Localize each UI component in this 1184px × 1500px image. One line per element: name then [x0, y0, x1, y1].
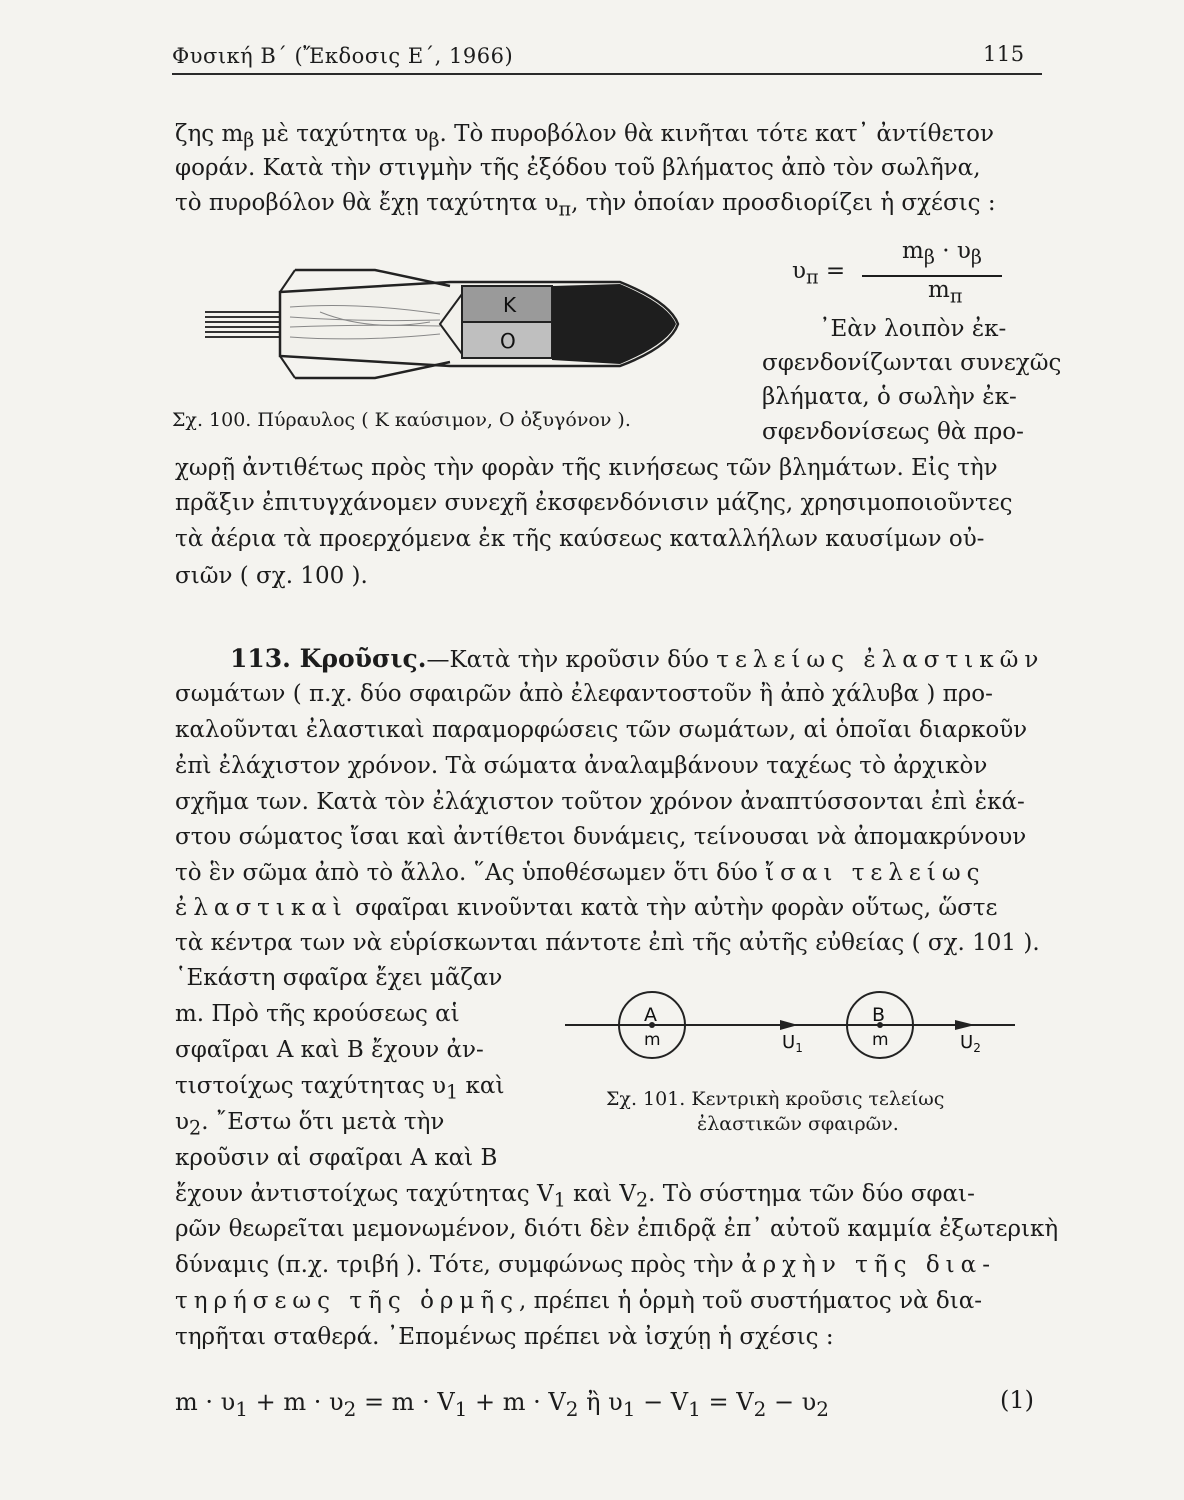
- running-header: Φυσική Β΄ (Ἔκδοσις Ε΄, 1966): [172, 44, 514, 68]
- formula-lhs: $\upsilon_\pi$ =: [792, 258, 846, 289]
- figure-caption: Σχ. 100. Πύραυλος ( Κ καύσιμον, Ο ὀξυγόνον ).: [172, 409, 631, 431]
- text-line: δύναμις (π.χ. τριβή ). Τότε, συμφώνως πρὸς τὴν ἀρχὴν τῆς δια-: [175, 1252, 996, 1278]
- text-line: σωμάτων ( π.χ. δύο σφαιρῶν ἀπὸ ἐλεφαντοστοῦν ἢ ἀπὸ χάλυβα ) προ-: [175, 681, 993, 707]
- collision-figure: [560, 985, 1030, 1065]
- text-line: ἐπὶ ἐλάχιστον χρόνον. Τὰ σώματα ἀναλαμβάνουν ταχέως τὸ ἀρχικὸν: [175, 753, 988, 779]
- text-line: τὸ πυροβόλον θὰ ἔχῃ ταχύτητα $\upsilon_\pi$, τὴν ὁποίαν προσδιορίζει ἡ σχέσις :: [175, 190, 996, 221]
- text-line: $\upsilon_2$. ῎Εστω ὅτι μετὰ τὴν: [175, 1109, 445, 1140]
- rocket-nose: [552, 284, 676, 364]
- text-line: τηρῆται σταθερά. ᾿Επομένως πρέπει νὰ ἰσχύῃ ἡ σχέσις :: [175, 1324, 834, 1350]
- text-line: ᾿Εὰν λοιπὸν ἐκ-: [819, 316, 1007, 342]
- page-number: 115: [983, 42, 1025, 66]
- text-line: ῾Εκάστη σφαῖρα ἔχει μᾶζαν: [175, 965, 503, 991]
- formula-denominator: $m_\pi$: [928, 277, 963, 308]
- text-line: σφενδονίζωνται συνεχῶς: [762, 350, 1062, 376]
- u2-label: $U_2$: [960, 1032, 981, 1055]
- text-line: τὰ ἀέρια τὰ προερχόμενα ἐκ τῆς καύσεως καταλλήλων καυσίμων οὐ-: [175, 526, 985, 552]
- mass-b-label: m: [872, 1030, 889, 1050]
- text-line: βλήματα, ὁ σωλὴν ἐκ-: [762, 384, 1017, 410]
- formula-numerator: $m_\beta \cdot \upsilon_\beta$: [902, 238, 982, 269]
- equation-number: (1): [1000, 1386, 1034, 1414]
- text-line: καλοῦνται ἐλαστικαὶ παραμορφώσεις τῶν σωμάτων, αἱ ὁποῖαι διαρκοῦν: [175, 717, 1028, 743]
- text-line: ἔχουν ἀντιστοίχως ταχύτητας $V_1$ καὶ $V_2$. Τὸ σύστημα τῶν δύο σφαι-: [175, 1181, 975, 1212]
- mass-a-label: m: [644, 1030, 661, 1050]
- figure-caption: Σχ. 101. Κεντρικὴ κροῦσις τελείως: [606, 1088, 945, 1110]
- header-rule: [172, 73, 1042, 75]
- momentum-equation: $m \cdot \upsilon_1 + m \cdot \upsilon_2 = m \cdot V_1 + m \cdot V_2$ ἢ $\upsilon_1 - V_1 = V_2 - \upsilon_2$: [175, 1388, 830, 1421]
- text-line: στου σώματος ἴσαι καὶ ἀντίθετοι δυνάμεις, τείνουσαι νὰ ἀπομακρύνουν: [175, 824, 1027, 850]
- arrow-u2-icon: [955, 1020, 975, 1030]
- section-title: 113. Κροῦσις.: [230, 644, 427, 673]
- figure-caption: ἐλαστικῶν σφαιρῶν.: [697, 1113, 899, 1135]
- text-line: τὰ κέντρα των νὰ εὑρίσκωνται πάντοτε ἐπὶ τῆς αὐτῆς εὐθείας ( σχ. 101 ).: [175, 930, 1040, 956]
- text-line: σφενδονίσεως θὰ προ-: [762, 419, 1024, 445]
- u1-label: $U_1$: [782, 1032, 803, 1055]
- text-line: σιῶν ( σχ. 100 ).: [175, 563, 368, 589]
- text-line: ζης $m_\beta$ μὲ ταχύτητα $\upsilon_\beta$. Τὸ πυροβόλον θὰ κινῆται τότε κατ᾿ ἀντίθετον: [175, 121, 994, 152]
- rocket-figure: [200, 262, 690, 387]
- ball-a-label: A: [644, 1004, 657, 1026]
- text-line: σφαῖραι Α καὶ Β ἔχουν ἀν-: [175, 1037, 484, 1063]
- text-line: τιστοίχως ταχύτητας $\upsilon_1$ καὶ: [175, 1073, 505, 1104]
- text-line: m. Πρὸ τῆς κρούσεως αἱ: [175, 1001, 460, 1027]
- text-line: χωρῇ ἀντιθέτως πρὸς τὴν φορὰν τῆς κινήσεως τῶν βλημάτων. Εἰς τὴν: [175, 455, 998, 481]
- section-line: 113. Κροῦσις.—Κατὰ τὴν κροῦσιν δύο τελείως ἐλαστικῶν: [230, 644, 1045, 673]
- text-line: ρῶν θεωρεῖται μεμονωμένον, διότι δὲν ἐπιδρᾷ ἐπ᾿ αὐτοῦ καμμία ἐξωτερικὴ: [175, 1216, 1059, 1242]
- exhaust-lines: [205, 312, 280, 337]
- text-line: ἐλαστικαὶ σφαῖραι κινοῦνται κατὰ τὴν αὐτὴν φορὰν οὕτως, ὥστε: [175, 895, 998, 921]
- text-line: τὸ ἓν σῶμα ἀπὸ τὸ ἄλλο. ῞Ας ὑποθέσωμεν ὅτι δύο ἴσαι τελείως: [175, 860, 986, 886]
- ball-b-label: B: [872, 1004, 886, 1026]
- label-o: Ο: [500, 329, 516, 353]
- text-line: τηρήσεως τῆς ὁρμῆς, πρέπει ἡ ὁρμὴ τοῦ συστήματος νὰ δια-: [175, 1288, 983, 1314]
- text-line: κροῦσιν αἱ σφαῖραι Α καὶ Β: [175, 1145, 498, 1171]
- arrow-u1-icon: [780, 1020, 798, 1030]
- text-line: σχῆμα των. Κατὰ τὸν ἐλάχιστον τοῦτον χρόνον ἀναπτύσσονται ἐπὶ ἑκά-: [175, 789, 1025, 815]
- text-line: φοράν. Κατὰ τὴν στιγμὴν τῆς ἐξόδου τοῦ βλήματος ἀπὸ τὸν σωλῆνα,: [175, 155, 981, 181]
- label-k: Κ: [503, 293, 517, 317]
- text-line: πρᾶξιν ἐπιτυγχάνομεν συνεχῆ ἐκσφενδόνισιν μάζης, χρησιμοποιοῦντες: [175, 490, 1013, 516]
